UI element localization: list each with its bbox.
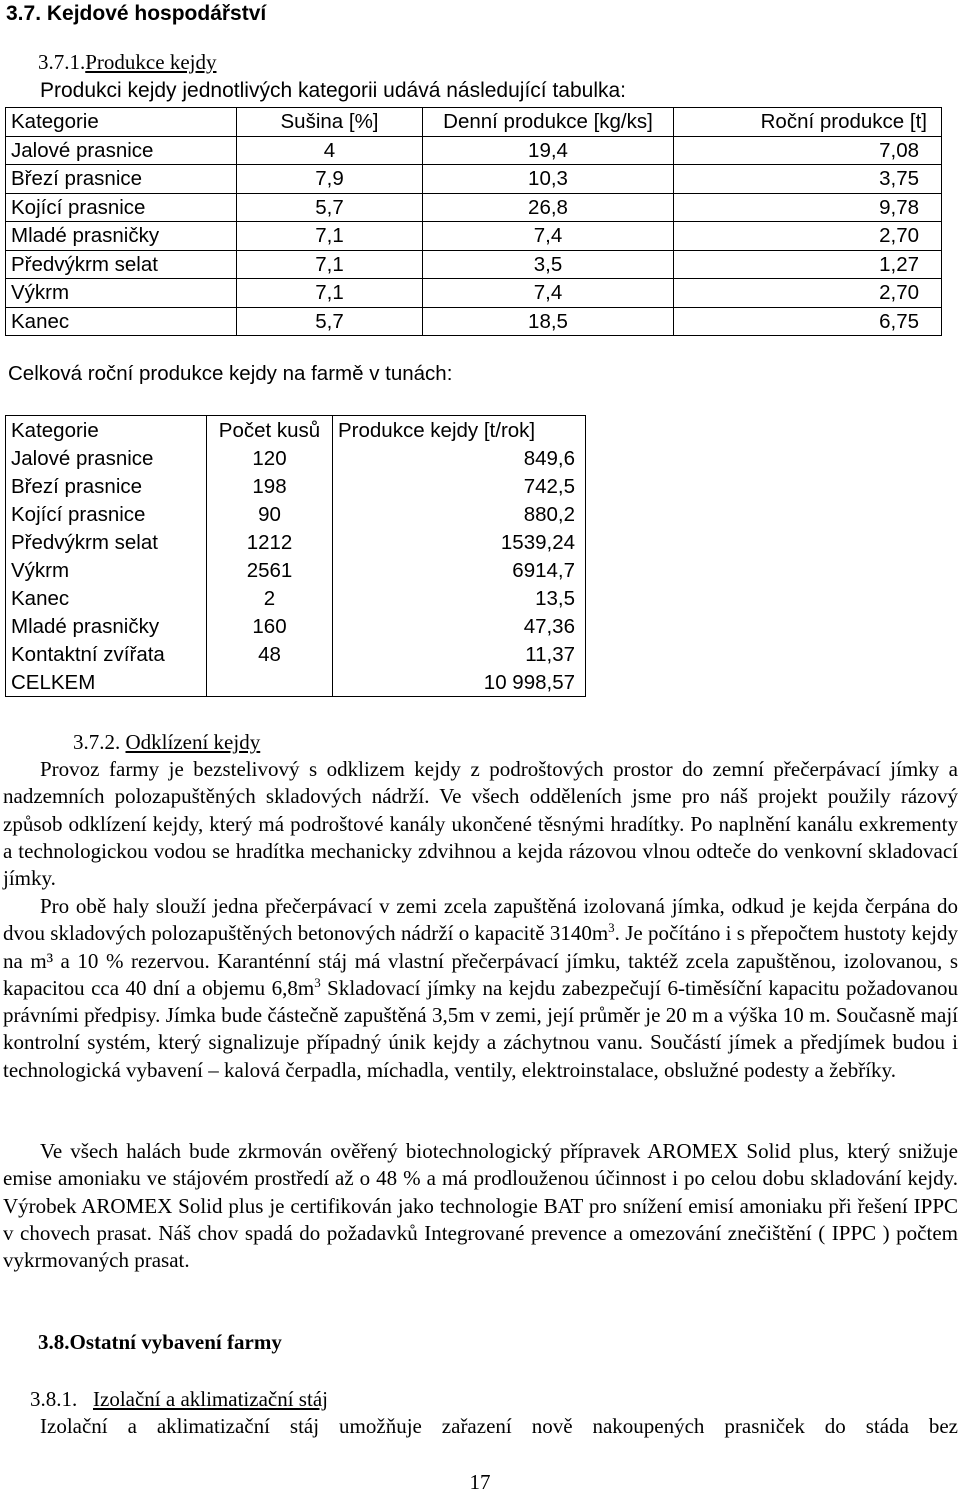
section-heading-ostatni: 3.8.Ostatní vybavení farmy	[38, 1330, 282, 1354]
table-row	[6, 279, 942, 308]
cell: 6,75	[674, 307, 942, 336]
table-row	[6, 640, 586, 668]
page-number: 17	[469, 1470, 491, 1494]
cell: 7,9	[237, 165, 423, 194]
cell: Kontaktní zvířata	[6, 640, 207, 668]
intro-text: Produkci kejdy jednotlivých kategorii udává následující tabulka:	[40, 79, 627, 102]
subsection-title: Odklízení kejdy	[125, 730, 261, 754]
total-value: 10 998,57	[333, 668, 586, 697]
table-row	[6, 556, 586, 584]
header-cell: Kategorie	[6, 416, 207, 445]
subsection-heading-odklizeni	[73, 730, 260, 755]
subsection-number: 3.8.1.	[30, 1387, 78, 1411]
subsection-heading-izolacni	[30, 1387, 328, 1412]
paragraph-text: Ve všech halách bude zkrmován ověřený biotechnologický přípravek AROMEX Solid plus, který snižuje emise amoniaku ve stájovém prostředí až o 48 % a má prodlouženou účinnost i po celou dobu skladování kejdy. Výrobek AROMEX Solid plus je certifikován jako technologie BAT pro snížení emisí amoniaku při řešení IPPC v chovech prasat. Náš chov spadá do požadavků Integrované prevence a omezování znečištění ( IPPC ) počtem vykrmovaných prasat.	[3, 1139, 958, 1273]
cell: Březí prasnice	[6, 472, 207, 500]
cell: 7,1	[237, 222, 423, 251]
cell: 849,6	[333, 444, 586, 472]
cell: Mladé prasničky	[6, 222, 237, 251]
cell: 1539,24	[333, 528, 586, 556]
cell: Kanec	[6, 584, 207, 612]
cell: 6914,7	[333, 556, 586, 584]
subsection-title: Izolační a aklimatizační stáj	[93, 1387, 328, 1411]
paragraph-izolacni	[3, 1413, 958, 1440]
table-row	[6, 472, 586, 500]
header-cell: Kategorie	[6, 108, 237, 137]
total-row	[6, 668, 586, 697]
cell: 2	[207, 584, 333, 612]
total-production-caption: Celková roční produkce kejdy na farmě v tunách:	[8, 362, 453, 385]
paragraph-aromex	[3, 1138, 958, 1274]
cell: 13,5	[333, 584, 586, 612]
paragraph-text: Provoz farmy je bezstelivový s odklizem kejdy z podroštových prostor do zemní přečerpávací jímky a nadzemních polozapuštěných skladových nádrží. Ve všech odděleních jsme pro náš projekt použily rázový způsob odklízení kejdy, který má podroštové kanály ukončené těsnými hradítky. Po naplnění kanálu exkrementy a technologickou vodou se hradítka mechanicky zdvihnou a kejda rázovou vlnou odteče do venkovní skladovací jímky.	[3, 757, 958, 891]
cell: 3,75	[674, 165, 942, 194]
cell: 2,70	[674, 279, 942, 308]
table-row	[6, 528, 586, 556]
header-cell: Roční produkce [t]	[674, 108, 942, 137]
cell: 1212	[207, 528, 333, 556]
cell: 4	[237, 136, 423, 165]
total-label: CELKEM	[6, 668, 207, 697]
header-cell: Produkce kejdy [t/rok]	[333, 416, 586, 445]
paragraph-jimky	[3, 893, 958, 1084]
cell: 7,4	[423, 222, 674, 251]
cell: 11,37	[333, 640, 586, 668]
cell: Výkrm	[6, 279, 237, 308]
cell: 7,08	[674, 136, 942, 165]
cell: Předvýkrm selat	[6, 250, 237, 279]
cell: 18,5	[423, 307, 674, 336]
cell: Mladé prasničky	[6, 612, 207, 640]
cell: 3,5	[423, 250, 674, 279]
table-row	[6, 612, 586, 640]
subsection-number: 3.7.2.	[73, 730, 121, 754]
cell: 160	[207, 612, 333, 640]
table-row	[6, 222, 942, 251]
header-cell: Denní produkce [kg/ks]	[423, 108, 674, 137]
superscript: 3	[314, 974, 321, 990]
table-row	[6, 500, 586, 528]
text-run: . Je počítáno i s přepočtem hustoty kejdy na m³ a 10 % rezervou. Karanténní stáj má vlastní přečerpávací jímku, taktéž zcela zapuštěnou, izolovanou, s kapacitou cca 40 dní a objemu 6,8m	[3, 921, 958, 1000]
cell: 47,36	[333, 612, 586, 640]
manure-production-table	[5, 107, 942, 336]
cell: 2561	[207, 556, 333, 584]
subsection-number: 3.7.1.	[38, 50, 86, 74]
cell: 7,1	[237, 279, 423, 308]
cell: Kojící prasnice	[6, 500, 207, 528]
paragraph-text	[3, 893, 958, 1084]
table-row	[6, 584, 586, 612]
cell: 5,7	[237, 307, 423, 336]
table-row	[6, 307, 942, 336]
cell: Kojící prasnice	[6, 193, 237, 222]
paragraph-text: Izolační a aklimatizační stáj umožňuje zařazení nově nakoupených prasniček do stáda bez	[40, 1414, 958, 1438]
header-cell: Sušina [%]	[237, 108, 423, 137]
cell	[207, 668, 333, 697]
cell: 120	[207, 444, 333, 472]
farm-total-table	[5, 415, 586, 697]
cell: 5,7	[237, 193, 423, 222]
table-row	[6, 193, 942, 222]
cell: 26,8	[423, 193, 674, 222]
cell: 7,4	[423, 279, 674, 308]
cell: 2,70	[674, 222, 942, 251]
table-row	[6, 136, 942, 165]
cell: Předvýkrm selat	[6, 528, 207, 556]
table-header-row	[6, 416, 586, 445]
cell: 1,27	[674, 250, 942, 279]
text-run: Pro obě haly slouží jedna přečerpávací v zemi zcela zapuštěná izolovaná jímka, odkud je kejda čerpána do dvou skladových polozapuštěných betonových nádrží o kapacitě 3140m	[3, 894, 958, 946]
cell: 90	[207, 500, 333, 528]
cell: Březí prasnice	[6, 165, 237, 194]
header-cell: Počet kusů	[207, 416, 333, 445]
cell: 198	[207, 472, 333, 500]
cell: 19,4	[423, 136, 674, 165]
table-row	[6, 444, 586, 472]
cell: 9,78	[674, 193, 942, 222]
cell: Jalové prasnice	[6, 444, 207, 472]
cell: Kanec	[6, 307, 237, 336]
cell: 48	[207, 640, 333, 668]
cell: 742,5	[333, 472, 586, 500]
section-title: 3.7. Kejdové hospodářství	[6, 2, 267, 25]
subsection-heading-produkce	[38, 50, 216, 75]
paragraph-provoz	[3, 756, 958, 892]
text-run: Skladovací jímky na kejdu zabezpečují 6-timěsíční kapacitu požadovanou právními předpisy. Jímka bude částečně zapuštěná 3,5m v zemi, její průměr je 20 m a výška 10 m. Současně mají kontrolní systém, který signalizuje případný únik kejdy a záchytnou vanu. Součástí jímek a předjímek budou i technologická vybavení – kalová čerpadla, míchadla, ventily, elektroinstalace, obslužné podesty a žebříky.	[3, 975, 958, 1082]
cell: 7,1	[237, 250, 423, 279]
table-row	[6, 165, 942, 194]
superscript: 3	[608, 920, 615, 936]
cell: Výkrm	[6, 556, 207, 584]
table-header-row	[6, 108, 942, 137]
cell: Jalové prasnice	[6, 136, 237, 165]
table-row	[6, 250, 942, 279]
cell: 880,2	[333, 500, 586, 528]
cell: 10,3	[423, 165, 674, 194]
subsection-title: Produkce kejdy	[85, 50, 217, 74]
